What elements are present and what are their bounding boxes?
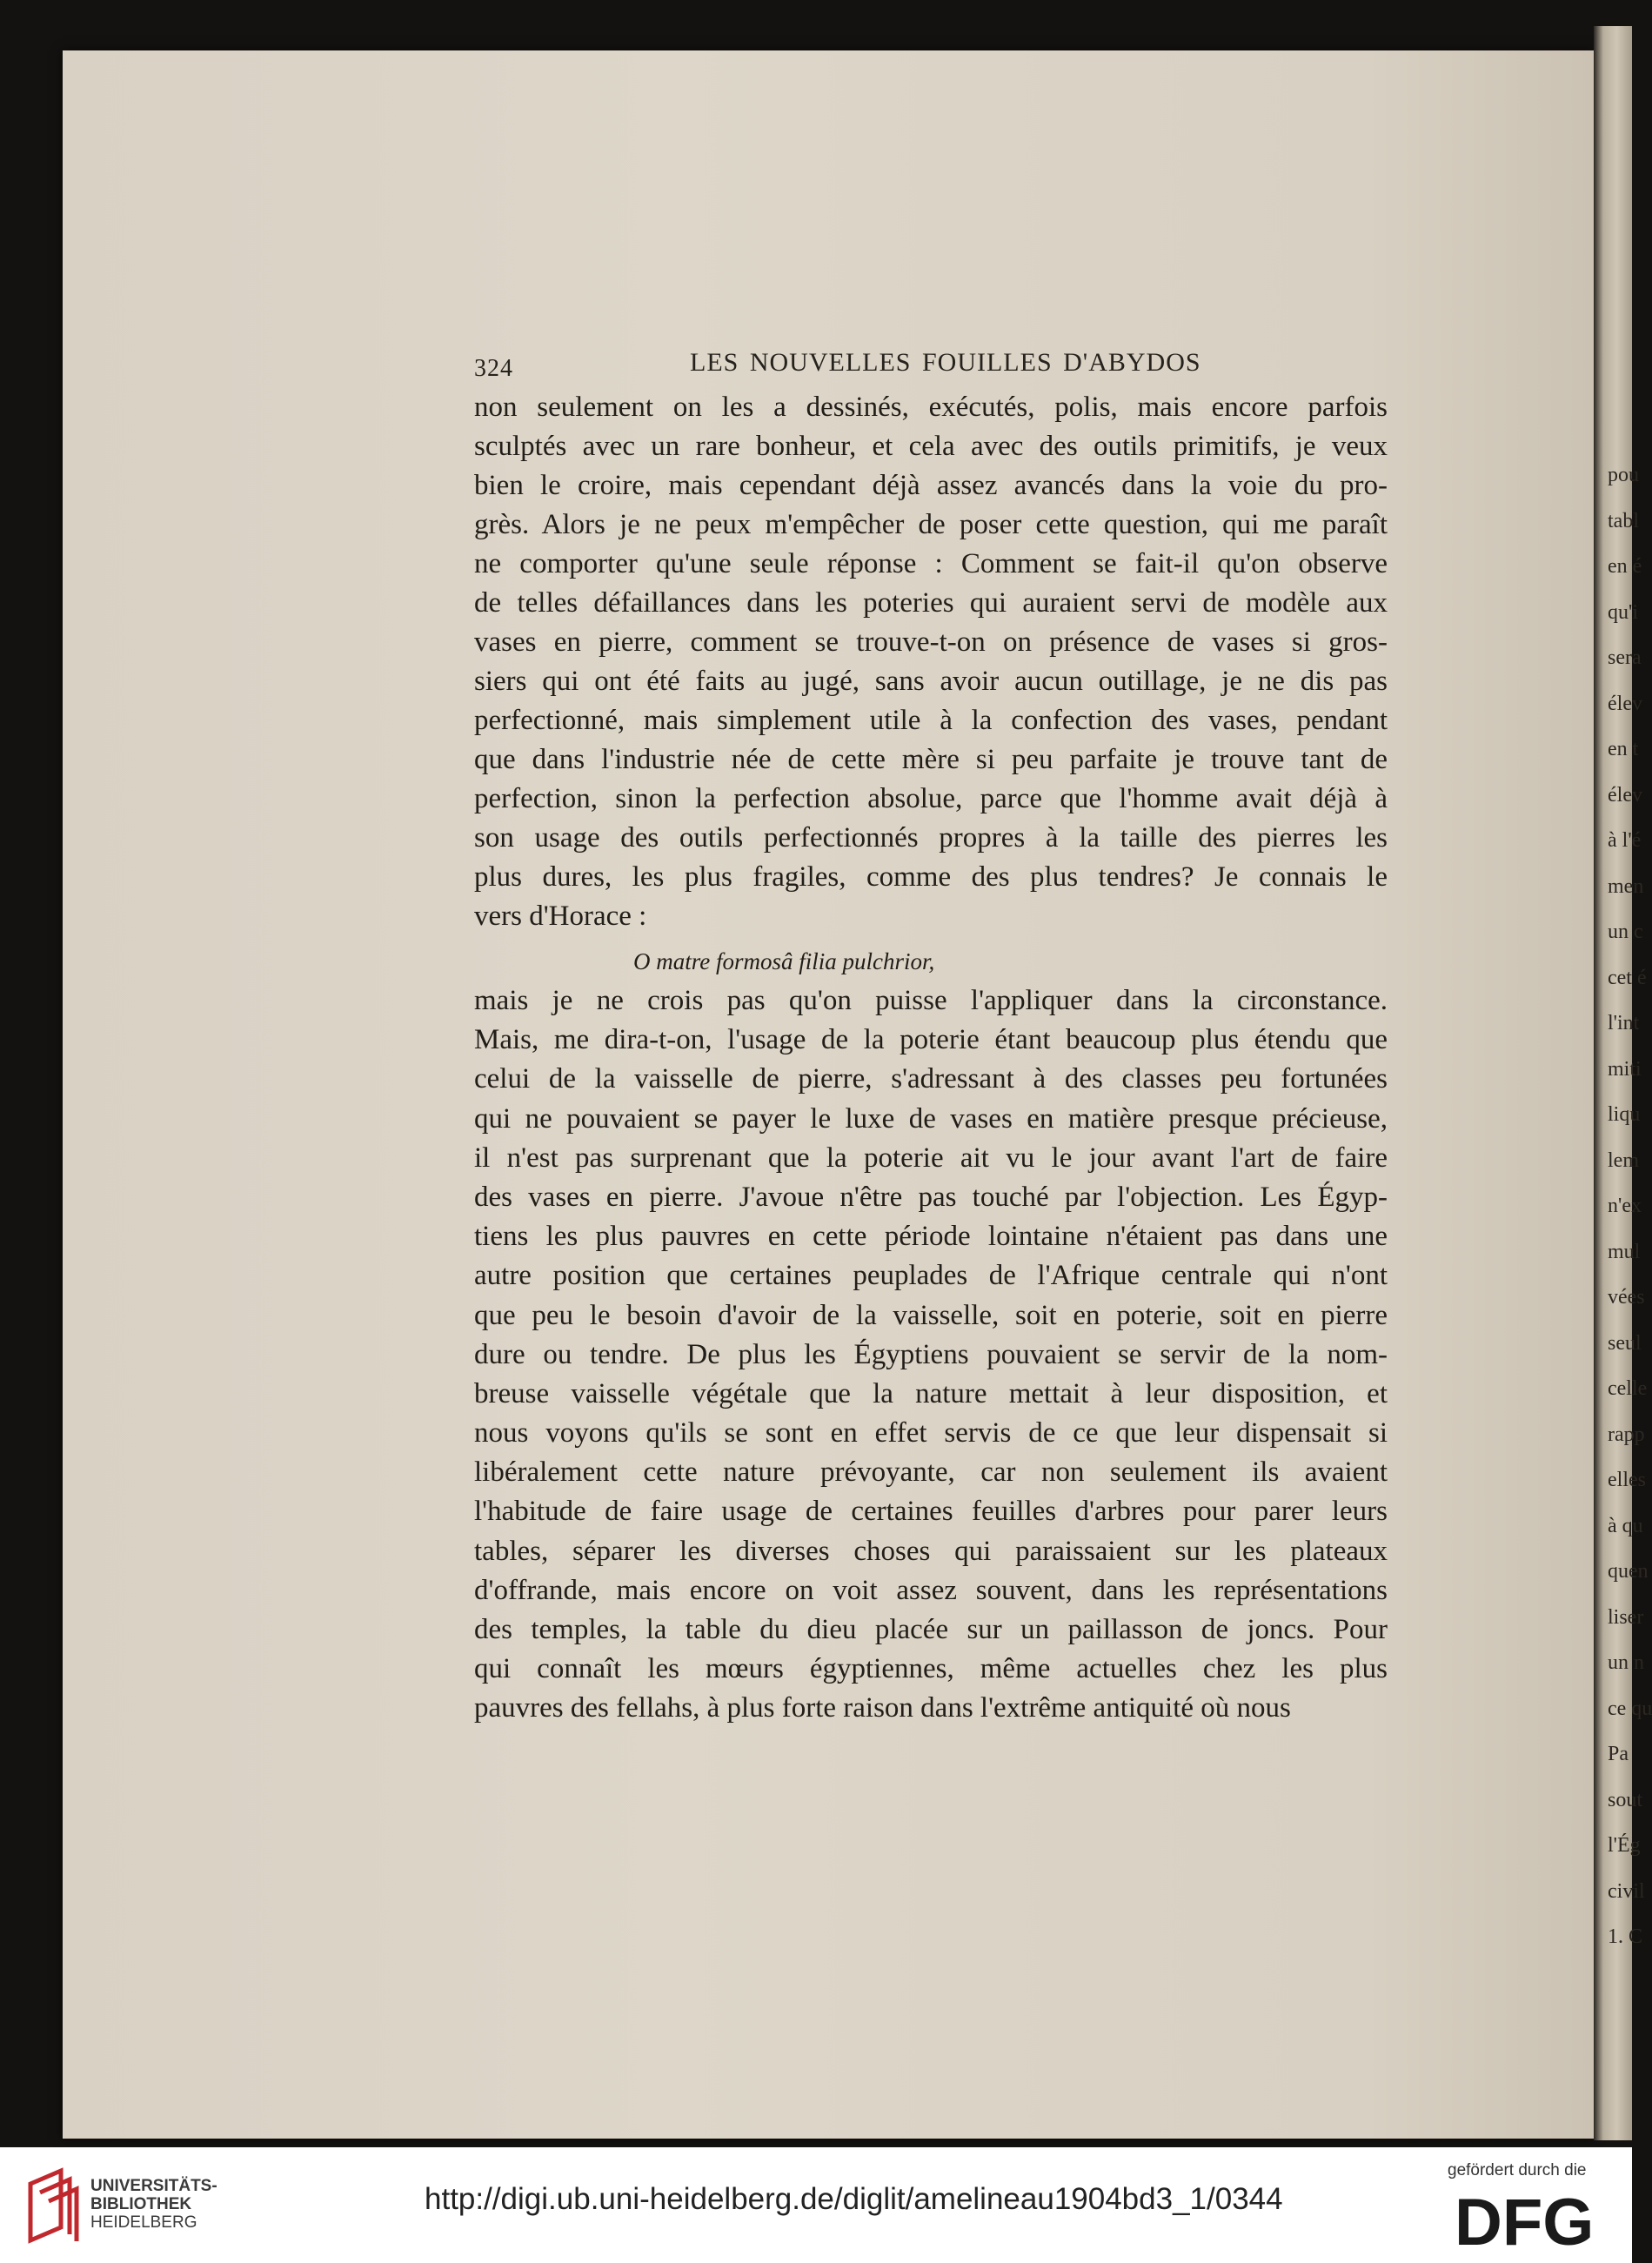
- text-line: dure ou tendre. De plus les Égyptiens pouvaient se servir de la nom-: [474, 1338, 1388, 1370]
- funding-label: gefördert durch die: [1448, 2161, 1587, 2179]
- facing-page-fragment: qu'i: [1608, 600, 1638, 624]
- facing-page-fragment: lem: [1608, 1148, 1639, 1172]
- facing-page-fragment: vées: [1608, 1286, 1645, 1309]
- text-line: d'offrande, mais encore on voit assez souvent, dans les représentations: [474, 1574, 1388, 1606]
- text-line: plus dures, les plus fragiles, comme des plus tendres? Je connais le: [474, 861, 1388, 893]
- text-line: ne comporter qu'une seule réponse : Comment se fait-il qu'on observe: [474, 548, 1388, 579]
- facing-page-fragment: miti: [1608, 1057, 1642, 1081]
- facing-page-fragment: celle: [1608, 1377, 1648, 1400]
- facing-page-fragment: n'ex: [1608, 1195, 1642, 1217]
- text-line: mais je ne crois pas qu'on puisse l'appliquer dans la circonstance.: [474, 985, 1388, 1016]
- facing-page-fragment: à l'é: [1608, 829, 1642, 852]
- text-line: son usage des outils perfectionnés propres à la taille des pierres les: [474, 822, 1388, 854]
- facing-page-fragment: 1. C: [1608, 1925, 1643, 1948]
- paragraph-1: [474, 388, 1388, 936]
- facing-page-fragment: élev: [1608, 692, 1642, 715]
- text-line: breuse vaisselle végétale que la nature mettait à leur disposition, et: [474, 1377, 1388, 1409]
- facing-page-fragment: cet é: [1608, 966, 1647, 989]
- library-name-line: UNIVERSITÄTS-: [90, 2177, 217, 2195]
- library-name: [90, 2177, 217, 2232]
- facing-page-fragment: l'int: [1608, 1012, 1640, 1034]
- facing-page-fragment: sera: [1608, 646, 1642, 669]
- facing-page-fragment: un c: [1608, 921, 1643, 943]
- facing-page-fragment: ce qu: [1608, 1697, 1652, 1720]
- facing-page-fragment: à qu: [1608, 1514, 1643, 1537]
- facing-page-fragment: quen: [1608, 1560, 1649, 1583]
- permalink[interactable]: http://digi.ub.uni-heidelberg.de/diglit/amelineau1904bd3_1/0344: [425, 2182, 1283, 2216]
- facing-page-fragment: seul: [1608, 1331, 1642, 1355]
- text-line: perfectionné, mais simplement utile à la confection des vases, pendant: [474, 705, 1388, 736]
- latin-quotation: O matre formosâ filia pulchrior,: [633, 948, 935, 974]
- text-line: que peu le besoin d'avoir de la vaisselle, soit en poterie, soit en pierre: [474, 1299, 1388, 1331]
- facing-page-fragment: sout: [1608, 1788, 1643, 1811]
- facing-page-fragments: [1608, 452, 1652, 1960]
- text-line: tables, séparer les diverses choses qui paraissaient sur les plateaux: [474, 1535, 1388, 1567]
- dfg-logo: [1455, 2186, 1611, 2260]
- library-name-line: BIBLIOTHEK: [90, 2195, 192, 2213]
- text-line: libéralement cette nature prévoyante, car non seulement ils avaient: [474, 1456, 1388, 1489]
- facing-page-fragment: l'Ég: [1608, 1834, 1641, 1857]
- facing-page-fragment: tabl: [1608, 509, 1639, 532]
- text-line: perfection, sinon la perfection absolue, parce que l'homme avait déjà à: [474, 783, 1388, 814]
- facing-page-fragment: civil: [1608, 1879, 1645, 1903]
- facing-page-fragment: pou: [1608, 464, 1639, 486]
- facing-page-fragment: liser: [1608, 1605, 1644, 1629]
- facing-page-fragment: élev: [1608, 783, 1642, 807]
- text-line: autre position que certaines peuplades de l'Afrique centrale qui n'ont: [474, 1260, 1388, 1292]
- facing-page-fragment: en t: [1608, 738, 1639, 760]
- viewer-footer: [0, 2147, 1632, 2263]
- running-title: LES NOUVELLES FOUILLES D'ABYDOS: [690, 348, 1201, 377]
- text-line: des temples, la table du dieu placée sur un paillasson de joncs. Pour: [474, 1614, 1388, 1645]
- text-line: de telles défaillances dans les poteries qui auraient servi de modèle aux: [474, 587, 1388, 619]
- library-name-line: HEIDELBERG: [90, 2213, 197, 2232]
- text-line: sculptés avec un rare bonheur, et cela avec des outils primitifs, je veux: [474, 431, 1388, 462]
- text-line: que dans l'industrie née de cette mère si peu parfaite je trouve tant de: [474, 744, 1388, 775]
- facing-page-fragment: en é: [1608, 555, 1642, 578]
- text-line: l'habitude de faire usage de certaines feuilles d'arbres pour parer leurs: [474, 1496, 1388, 1528]
- text-line: des vases en pierre. J'avoue n'être pas touché par l'objection. Les Égyp-: [474, 1181, 1388, 1213]
- text-line: vases en pierre, comment se trouve-t-on on présence de vases si gros-: [474, 626, 1388, 658]
- facing-page-fragment: men: [1608, 874, 1644, 898]
- facing-page-fragment: mul: [1608, 1240, 1641, 1263]
- text-line: qui connaît les mœurs égyptiennes, même actuelles chez les plus: [474, 1653, 1388, 1685]
- text-line: celui de la vaisselle de pierre, s'adressant à des classes peu fortunées: [474, 1063, 1388, 1095]
- text-line: tiens les plus pauvres en cette période lointaine n'étaient pas dans une: [474, 1221, 1388, 1253]
- paragraph-2: [474, 981, 1388, 1729]
- text-line: non seulement on les a dessinés, exécutés, polis, mais encore parfois: [474, 392, 1388, 423]
- facing-page-fragment: rapp: [1608, 1423, 1645, 1446]
- text-line: Mais, me dira-t-on, l'usage de la poterie étant beaucoup plus étendu que: [474, 1024, 1388, 1056]
- text-line: nous voyons qu'ils se sont en effet servis de ce que leur dispensait si: [474, 1417, 1388, 1450]
- facing-page-fragment: Pa: [1608, 1743, 1629, 1765]
- page-number: 324: [474, 355, 513, 382]
- text-line: siers qui ont été faits au jugé, sans avoir aucun outillage, je ne dis pas: [474, 666, 1388, 697]
- facing-page-fragment: un n: [1608, 1651, 1644, 1674]
- text-line: bien le croire, mais cependant déjà assez avancés dans la voie du pro-: [474, 470, 1388, 501]
- text-line: il n'est pas surprenant que la poterie ait vu le jour avant l'art de faire: [474, 1142, 1388, 1174]
- facing-page-fragment: liqu: [1608, 1103, 1641, 1126]
- dfg-logo-text: DFG: [1455, 2186, 1595, 2260]
- text-line: pauvres des fellahs, à plus forte raison dans l'extrême antiquité où nous: [474, 1692, 1291, 1724]
- text-line: grès. Alors je ne peux m'empêcher de poser cette question, qui me paraît: [474, 509, 1388, 540]
- text-line: vers d'Horace :: [474, 901, 647, 932]
- facing-page-fragment: elles: [1608, 1469, 1646, 1491]
- text-line: qui ne pouvaient se payer le luxe de vases en matière presque précieuse,: [474, 1102, 1388, 1135]
- university-library-logo-icon: [26, 2166, 80, 2246]
- running-head: [474, 348, 1388, 383]
